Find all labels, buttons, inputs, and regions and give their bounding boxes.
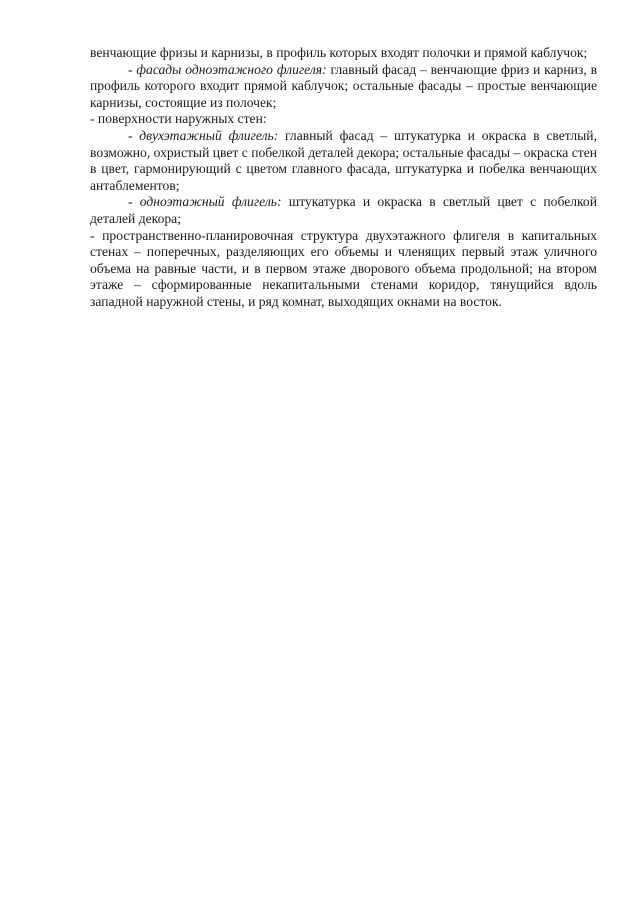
- paragraph-text: - пространственно-планировочная структура двухэтажного флигеля в капитальных стенах – поперечных, разделяющих его объемы и членящих первый этаж уличного объема на равные части, и в первом этаже дворового объема продольной; на втором этаже – сформированные некапитальными стенами коридор, тянущийся вдоль западной наружной стены, и ряд комнат, выходящих окнами на восток.: [90, 227, 597, 309]
- paragraph-text: венчающие фризы и карнизы, в профиль которых входят полочки и прямой каблучок;: [90, 45, 588, 60]
- paragraph-frieze-cornice: [90, 45, 597, 62]
- paragraph-one-storey-wing: [90, 194, 597, 227]
- paragraph-text: - поверхности наружных стен:: [90, 111, 267, 127]
- paragraph-spatial-structure: [90, 228, 597, 311]
- paragraph-lead: - фасады одноэтажного флигеля:: [128, 61, 327, 77]
- document-body: [90, 45, 597, 311]
- paragraph-lead: - двухэтажный флигель:: [128, 127, 279, 143]
- paragraph-wall-surfaces: [90, 111, 597, 128]
- paragraph-lead: - одноэтажный флигель:: [128, 194, 282, 210]
- paragraph-one-storey-facades: [90, 62, 597, 112]
- paragraph-text: главный фасад – венчающие фриз и карниз, в профиль которого входит прямой каблучок; остальные фасады – простые венчающие карнизы, состоящие из полочек;: [90, 61, 597, 110]
- paragraph-text: штукатурка и окраска в светлый цвет с побелкой деталей декора;: [90, 194, 598, 226]
- paragraph-text: главный фасад – штукатурка и окраска в светлый, возможно, охристый цвет с побелкой деталей декора; остальные фасады – окраска стен в цвет, гармонирующий с цветом главного фасада, штукатурка и побелка венчающих антаблементов;: [90, 127, 597, 193]
- paragraph-two-storey-wing: [90, 128, 597, 194]
